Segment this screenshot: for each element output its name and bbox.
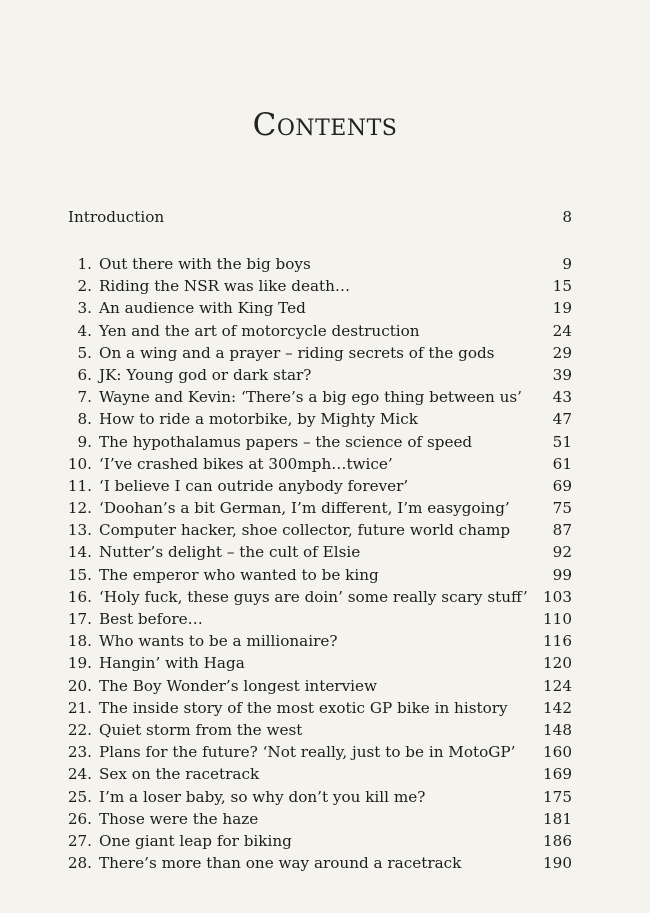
toc-entry: [0, 675, 650, 697]
chapter-title: Yen and the art of motorcycle destruction: [99, 321, 420, 340]
chapter-page: 19: [552, 299, 572, 318]
toc-entry: [0, 763, 650, 785]
chapter-number: 21.: [67, 698, 92, 717]
toc-entry: [0, 741, 650, 763]
chapter-title: Quiet storm from the west: [99, 720, 303, 739]
toc-entry: [0, 364, 650, 386]
chapter-title: Hangin’ with Haga: [99, 654, 245, 673]
chapter-page: 160: [543, 743, 572, 762]
chapter-number: 1.: [77, 255, 92, 273]
chapter-number: 24.: [67, 765, 92, 784]
toc-entry: [0, 297, 650, 319]
chapter-page: 75: [552, 499, 572, 518]
chapter-number: 12.: [67, 499, 92, 518]
chapter-number: 5.: [77, 343, 92, 362]
toc-entry: [0, 564, 650, 586]
chapter-page: 116: [543, 632, 572, 651]
chapter-page: 43: [552, 388, 572, 407]
toc-entry: [0, 253, 650, 275]
chapter-number: 10.: [67, 454, 92, 473]
chapter-number: 19.: [67, 654, 92, 673]
toc-entry: [0, 652, 650, 674]
toc-entry: [0, 320, 650, 342]
chapter-page: 87: [552, 521, 572, 540]
chapter-title: Computer hacker, shoe collector, future world champ: [99, 521, 511, 540]
chapter-title: JK: Young god or dark star?: [99, 365, 312, 384]
chapter-number: 14.: [67, 543, 92, 562]
toc-entry: [0, 475, 650, 497]
toc-entry: [0, 808, 650, 830]
chapter-title: I’m a loser baby, so why don’t you kill me?: [99, 787, 426, 806]
chapter-title: One giant leap for biking: [99, 831, 292, 850]
chapter-number: 18.: [67, 632, 92, 651]
chapter-page: 110: [543, 610, 572, 628]
toc-entry: [0, 830, 650, 852]
chapter-title: There’s more than one way around a racetrack: [99, 854, 462, 873]
toc-entry: [0, 630, 650, 652]
chapter-title: ‘Doohan’s a bit German, I’m different, I’m easygoing’: [99, 499, 510, 518]
chapter-page: 120: [543, 654, 572, 673]
chapter-page: 169: [543, 765, 572, 784]
chapter-number: 28.: [67, 854, 92, 873]
chapter-title: On a wing and a prayer – riding secrets of the gods: [99, 343, 495, 362]
chapter-page: 148: [543, 720, 572, 739]
chapter-number: 17.: [67, 610, 92, 628]
chapter-title: Those were the haze: [99, 809, 259, 828]
chapter-title: ‘I’ve crashed bikes at 300mph…twice’: [99, 454, 393, 473]
toc-entry: [0, 386, 650, 408]
chapter-number: 6.: [77, 365, 92, 384]
chapter-page: 190: [543, 854, 572, 873]
toc-entry: [0, 697, 650, 719]
chapter-page: 61: [552, 454, 572, 473]
chapter-number: 20.: [67, 676, 92, 695]
chapter-number: 23.: [67, 743, 92, 762]
chapter-title: Sex on the racetrack: [99, 765, 260, 784]
toc-entry: [0, 342, 650, 364]
chapter-number: 3.: [77, 299, 92, 318]
toc-entry: [0, 497, 650, 519]
chapter-number: 16.: [67, 587, 92, 606]
chapter-page: 39: [552, 365, 572, 384]
chapter-title: Nutter’s delight – the cult of Elsie: [99, 543, 361, 562]
chapter-number: 25.: [67, 787, 92, 806]
chapter-page: 47: [552, 410, 572, 429]
chapter-page: 175: [543, 787, 572, 806]
chapter-number: 2.: [77, 277, 92, 296]
chapter-page: 181: [543, 809, 572, 828]
toc-entry: [0, 719, 650, 741]
chapter-title: Best before…: [99, 610, 203, 628]
chapter-title: The Boy Wonder’s longest interview: [99, 676, 377, 695]
chapter-number: 4.: [77, 321, 92, 340]
page-title: Contents: [252, 106, 398, 143]
toc-entry: [0, 541, 650, 563]
toc-list: [0, 253, 650, 874]
chapter-page: 92: [552, 543, 572, 562]
chapter-number: 11.: [67, 476, 92, 495]
toc-entry: [0, 408, 650, 430]
chapter-page: 15: [552, 277, 572, 296]
chapter-number: 7.: [77, 388, 92, 407]
toc-entry: [0, 852, 650, 874]
chapter-page: 24: [552, 321, 572, 340]
chapter-number: 26.: [67, 809, 92, 828]
chapter-page: 99: [552, 565, 572, 584]
chapter-title: Who wants to be a millionaire?: [99, 632, 338, 651]
chapter-page: 103: [543, 587, 572, 606]
chapter-page: 69: [552, 476, 572, 495]
chapter-title: How to ride a motorbike, by Mighty Mick: [99, 410, 418, 429]
chapter-title: The emperor who wanted to be king: [99, 565, 379, 584]
chapter-title: Plans for the future? ‘Not really, just to be in MotoGP’: [99, 743, 516, 762]
introduction-page: 8: [562, 208, 572, 226]
toc-entry: [0, 453, 650, 475]
chapter-title: ‘I believe I can outride anybody forever’: [99, 476, 409, 495]
chapter-number: 22.: [67, 720, 92, 739]
chapter-page: 29: [552, 343, 572, 362]
chapter-number: 13.: [67, 521, 92, 540]
chapter-number: 15.: [67, 565, 92, 584]
toc-entry: [0, 519, 650, 541]
chapter-title: An audience with King Ted: [99, 299, 306, 318]
chapter-page: 51: [552, 432, 572, 451]
chapter-page: 124: [543, 676, 572, 695]
chapter-title: Out there with the big boys: [99, 255, 311, 273]
toc-entry: [0, 586, 650, 608]
chapter-number: 8.: [77, 410, 92, 429]
chapter-number: 9.: [77, 432, 92, 451]
toc-entry: [0, 275, 650, 297]
chapter-title: The inside story of the most exotic GP bike in history: [99, 698, 508, 717]
chapter-page: 9: [562, 255, 572, 273]
introduction-title: Introduction: [68, 208, 165, 226]
chapter-page: 142: [543, 698, 572, 717]
toc-entry: [0, 431, 650, 453]
chapter-title: Riding the NSR was like death…: [99, 277, 351, 296]
toc-entry: [0, 786, 650, 808]
toc-introduction: [68, 208, 572, 226]
chapter-number: 27.: [67, 831, 92, 850]
chapter-page: 186: [543, 831, 572, 850]
chapter-title: ‘Holy fuck, these guys are doin’ some really scary stuff’: [99, 587, 528, 606]
chapter-title: Wayne and Kevin: ‘There’s a big ego thing between us’: [99, 388, 522, 407]
toc-entry: [0, 608, 650, 630]
chapter-title: The hypothalamus papers – the science of speed: [99, 432, 473, 451]
